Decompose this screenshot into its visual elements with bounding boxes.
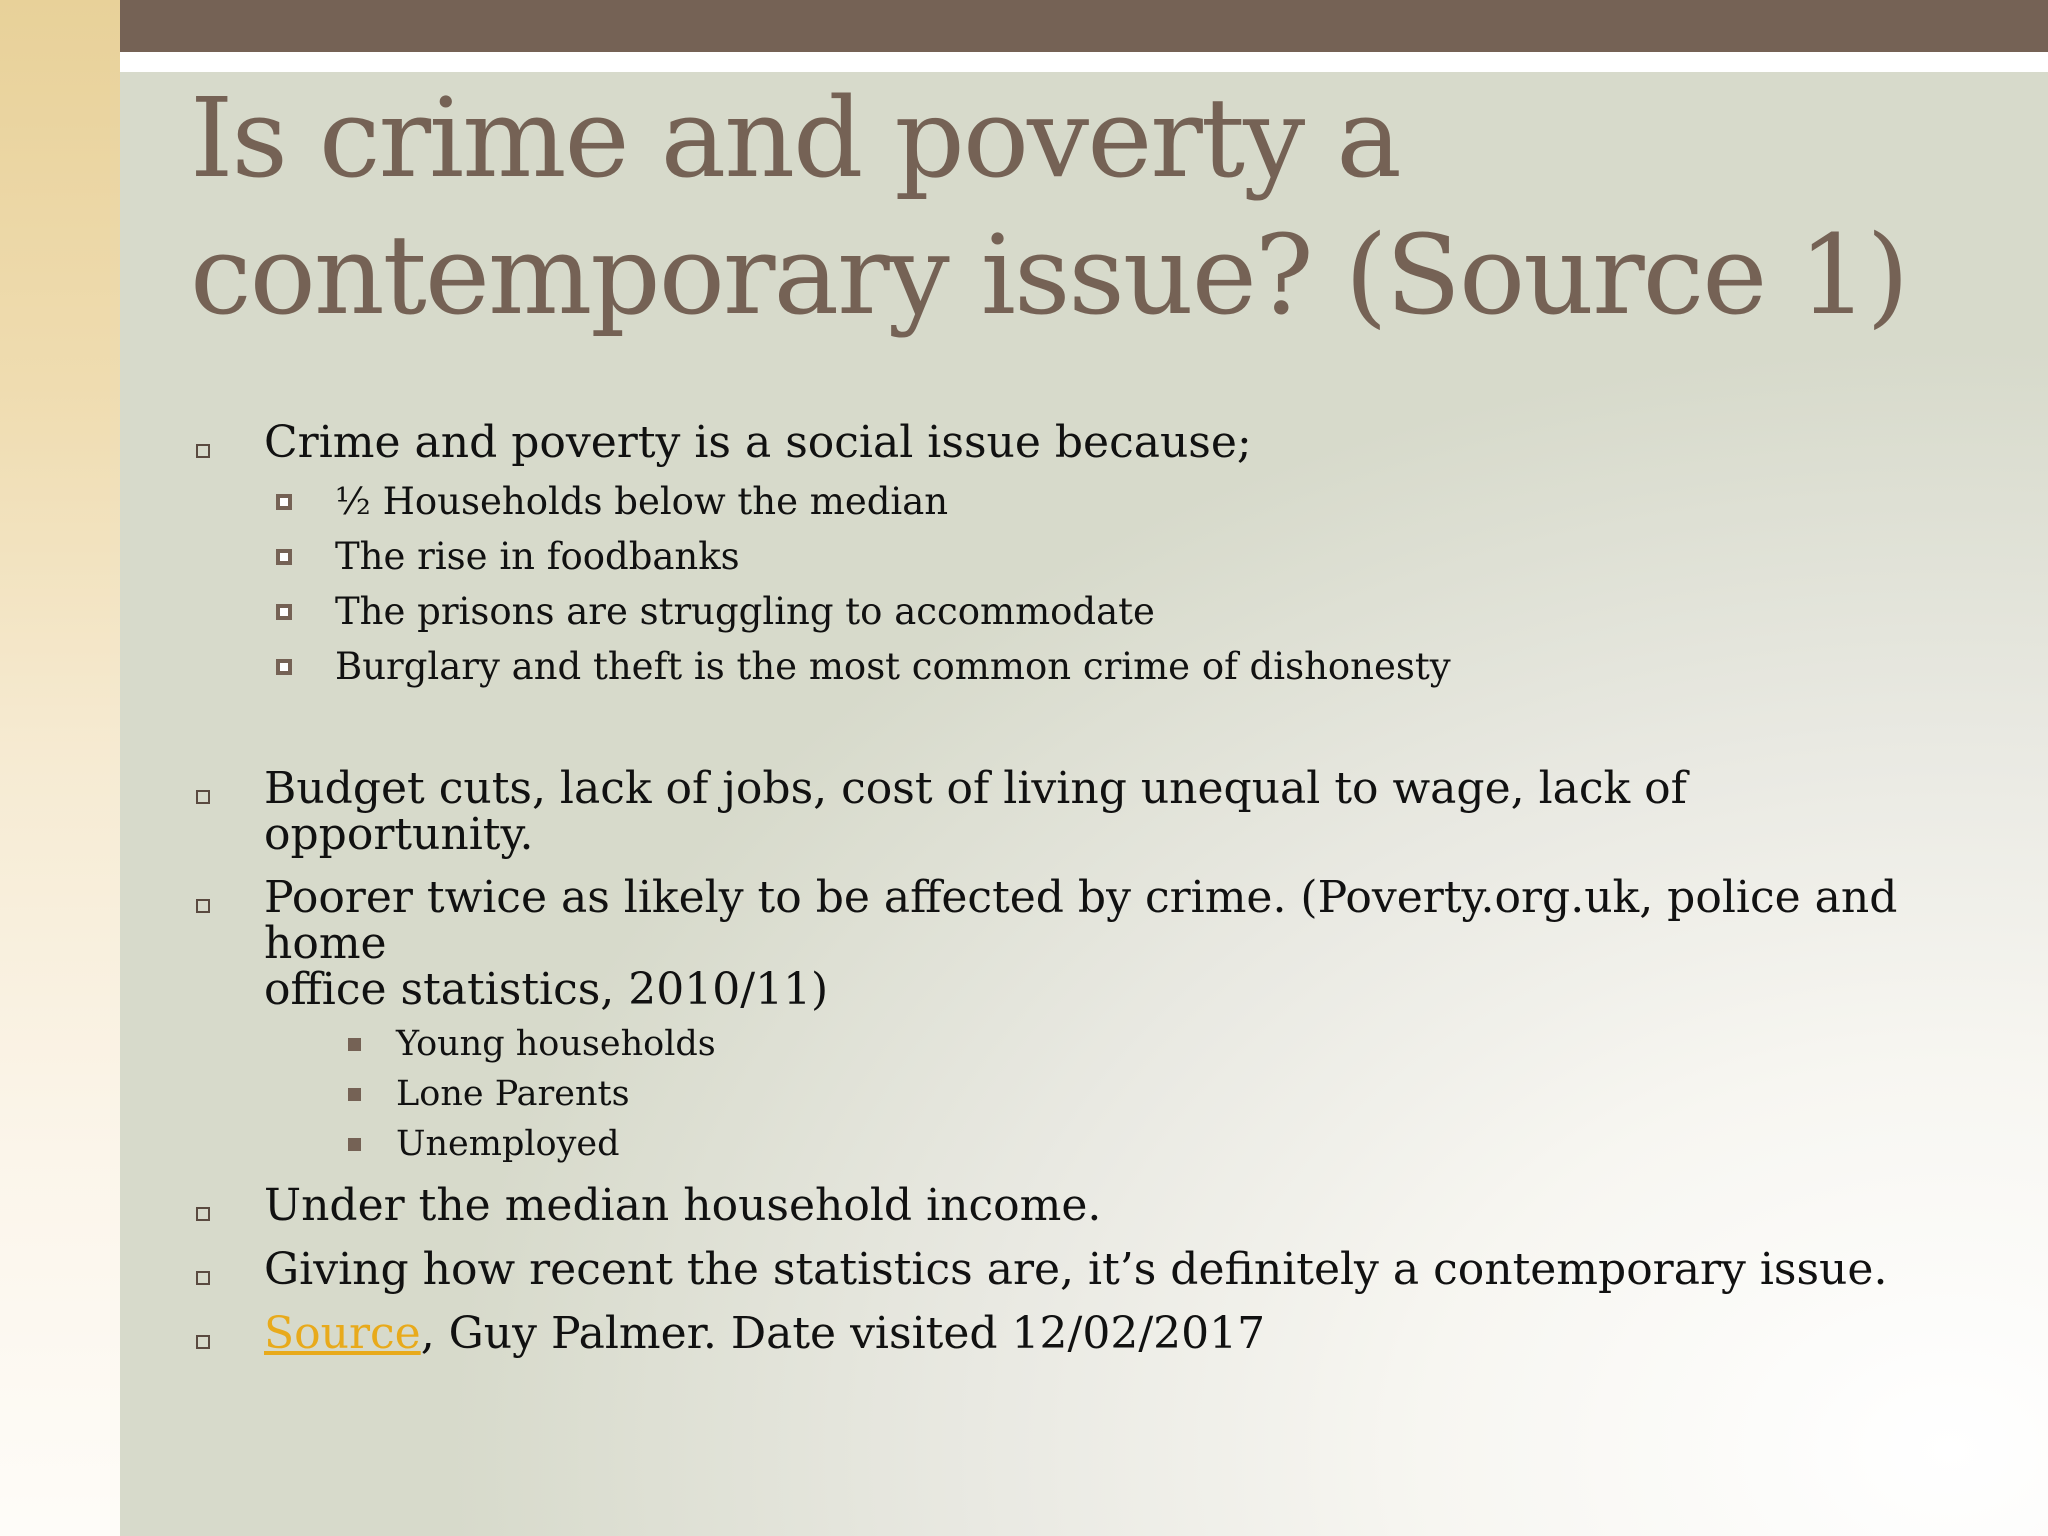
group-text: Young households (396, 1024, 716, 1064)
source-citation-text: , Guy Palmer. Date visited 12/02/2017 (420, 1308, 1266, 1359)
reason-item (190, 474, 1910, 529)
title-line-2: contemporary issue? (Source 1) (190, 211, 1908, 339)
reason-item (190, 639, 1910, 694)
bullet-recent (190, 1244, 1910, 1295)
reason-text: Burglary and theft is the most common crime of dishonesty (335, 645, 1451, 688)
bullet-poorer (190, 872, 1910, 1015)
framed-square-bullet-icon (276, 549, 292, 565)
reason-text: ½ Households below the median (335, 480, 949, 523)
top-decor-bar (120, 0, 2048, 52)
reason-text: The rise in foodbanks (335, 535, 740, 578)
reason-item (190, 584, 1910, 639)
bullet-median (190, 1180, 1910, 1231)
hollow-square-bullet-icon (196, 790, 210, 804)
solid-square-bullet-icon (348, 1088, 361, 1101)
slide-title (190, 70, 1990, 344)
bullet-recent-text: Giving how recent the statistics are, it’s definitely a contemporary issue. (264, 1244, 1888, 1295)
bullet-source (190, 1308, 1910, 1359)
hollow-square-bullet-icon (196, 899, 210, 913)
reason-text: The prisons are struggling to accommodate (335, 590, 1155, 633)
source-link[interactable]: Source (264, 1308, 421, 1359)
group-text: Lone Parents (396, 1074, 630, 1114)
bullet-intro-text: Crime and poverty is a social issue because; (264, 417, 1252, 468)
hollow-square-bullet-icon (196, 1207, 210, 1221)
hollow-square-bullet-icon (196, 444, 210, 458)
framed-square-bullet-icon (276, 494, 292, 510)
top-decor-stripe (120, 52, 2048, 72)
group-item (190, 1019, 1910, 1069)
solid-square-bullet-icon (348, 1038, 361, 1051)
framed-square-bullet-icon (276, 604, 292, 620)
solid-square-bullet-icon (348, 1138, 361, 1151)
group-item (190, 1069, 1910, 1119)
bullet-budget (190, 763, 1910, 860)
bullet-poorer-line-1: Poorer twice as likely to be affected by crime. (Poverty.org.uk, police and home (264, 872, 1898, 969)
group-item (190, 1119, 1910, 1169)
reason-item (190, 529, 1910, 584)
bullet-median-text: Under the median household income. (264, 1180, 1102, 1231)
group-text: Unemployed (396, 1124, 620, 1164)
title-line-1: Is crime and poverty a (190, 74, 1400, 202)
bullet-budget-text: Budget cuts, lack of jobs, cost of living unequal to wage, lack of opportunity. (264, 763, 1687, 860)
bullet-poorer-line-2: office statistics, 2010/11) (264, 964, 829, 1015)
left-decor-bar (0, 0, 120, 1536)
hollow-square-bullet-icon (196, 1335, 210, 1349)
hollow-square-bullet-icon (196, 1271, 210, 1285)
bullet-intro (190, 417, 1910, 468)
framed-square-bullet-icon (276, 659, 292, 675)
slide-content (190, 417, 1910, 1359)
